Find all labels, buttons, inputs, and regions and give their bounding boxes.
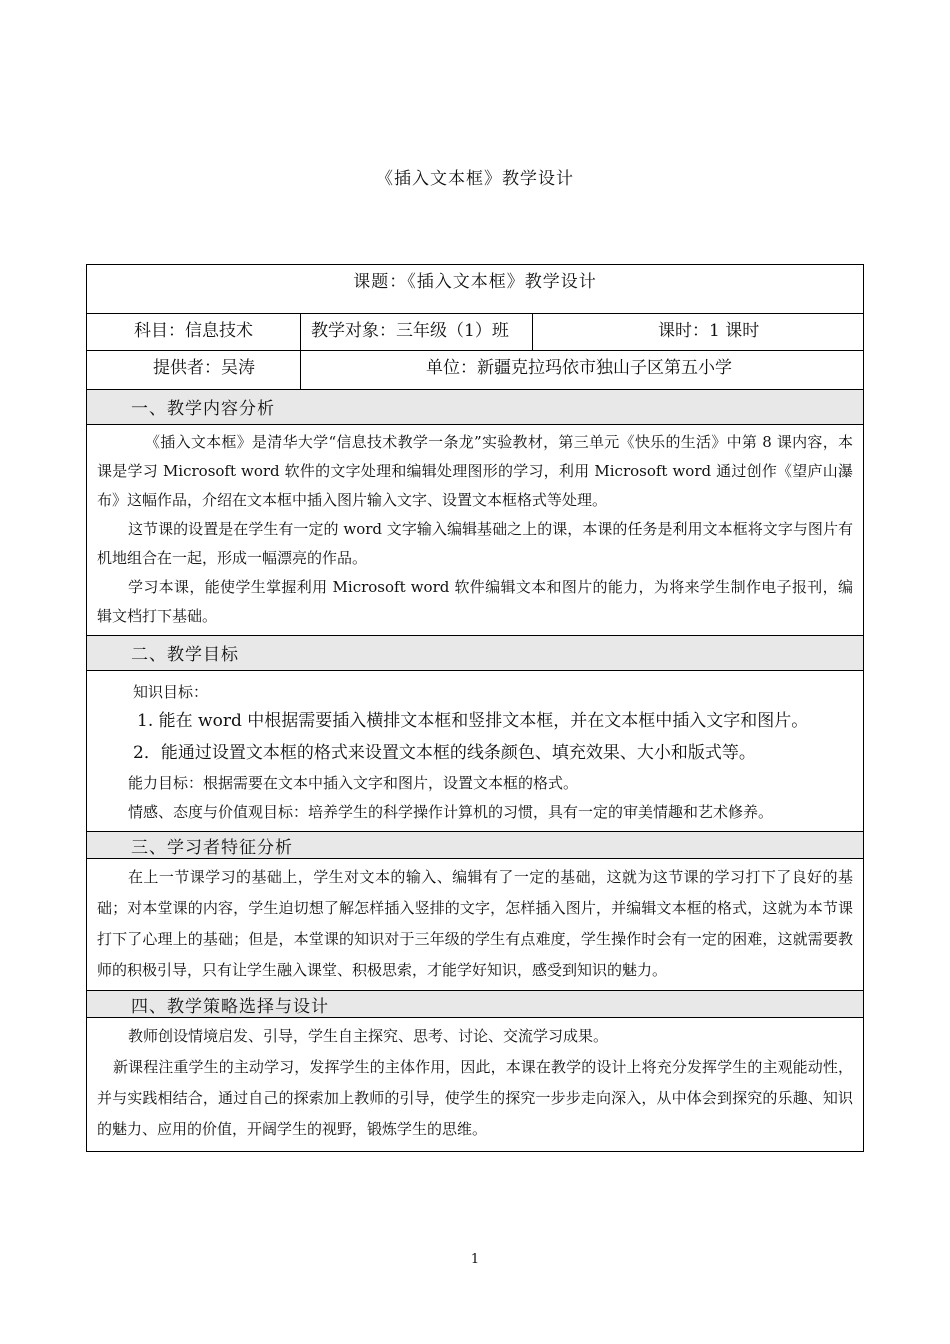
hours-text: 课时：1 课时 xyxy=(658,321,760,341)
section-heading-row xyxy=(87,832,864,859)
audience-text: 教学对象：三年级（1）班 xyxy=(311,321,509,341)
content-paragraph: 《插入文本框》是清华大学“信息技术教学一条龙”实验教材，第三单元《快乐的生活》中第 8 课内容，本课是学习 Microsoft word 软件的文字处理和编辑处理图形的学习，利用 Microsoft word 通过创作《望庐山瀑布》这幅作品，介绍在文本框中插入图片输入文字、设置文本框格式等处理。 xyxy=(97,433,853,509)
page-number: 1 xyxy=(470,1252,480,1267)
section-heading-learners: 三、学习者特征分析 xyxy=(131,838,293,858)
objectives-body xyxy=(87,671,864,832)
subject-cell xyxy=(87,314,301,351)
content-paragraph: 这节课的设置是在学生有一定的 word 文字输入编辑基础之上的课，本课的任务是利用文本框将文字与图片有机地组合在一起，形成一幅漂亮的作品。 xyxy=(97,520,853,567)
provider-cell xyxy=(87,351,301,390)
knowledge-objective-1: 1. 能在 word 中根据需要插入横排文本框和竖排文本框，并在文本框中插入文字和图片。 xyxy=(137,711,809,731)
emotion-objective: 情感、态度与价值观目标：培养学生的科学操作计算机的习惯，具有一定的审美情趣和艺术修养。 xyxy=(128,803,774,821)
unit-cell xyxy=(301,351,864,390)
topic-text: 课题：《插入文本框》教学设计 xyxy=(353,272,597,292)
learner-paragraph: 在上一节课学习的基础上，学生对文本的输入、编辑有了一定的基础，这就为这节课的学习打下了良好的基础；对本堂课的内容，学生迫切想了解怎样插入竖排的文字，怎样插入图片，并编辑文本框的格式，这就为本节课打下了心理上的基础；但是，本堂课的知识对于三年级的学生有点难度，学生操作时会有一定的困难，这就需要教师的积极引导，只有让学生融入课堂、积极思索，才能学好知识，感受到知识的魅力。 xyxy=(97,868,853,979)
subject-text: 科目：信息技术 xyxy=(134,321,253,341)
lesson-plan-table xyxy=(86,264,864,1152)
strategy-body xyxy=(87,1018,864,1152)
audience-cell xyxy=(301,314,533,351)
learner-analysis-body xyxy=(87,859,864,991)
section-heading-objectives: 二、教学目标 xyxy=(131,645,239,665)
strategy-paragraph: 新课程注重学生的主动学习，发挥学生的主体作用，因此，本课在教学的设计上将充分发挥学生的主观能动性，并与实践相结合，通过自己的探索加上教师的引导，使学生的探究一步步走向深入，从中体会到探究的乐趣、知识的魅力、应用的价值，开阔学生的视野，锻炼学生的思维。 xyxy=(97,1058,853,1138)
provider-text: 提供者：吴涛 xyxy=(153,358,255,378)
knowledge-objective-2: 2．能通过设置文本框的格式来设置文本框的线条颜色、填充效果、大小和版式等。 xyxy=(133,743,756,763)
section-heading-row xyxy=(87,636,864,671)
section-heading-row xyxy=(87,991,864,1018)
section-heading-content-analysis: 一、教学内容分析 xyxy=(131,399,275,419)
document-title: 《插入文本框》教学设计 xyxy=(376,169,574,189)
unit-text: 单位：新疆克拉玛依市独山子区第五小学 xyxy=(426,358,732,378)
knowledge-label: 知识目标： xyxy=(133,683,209,701)
strategy-paragraph: 教师创设情境启发、引导，学生自主探究、思考、讨论、交流学习成果。 xyxy=(128,1027,609,1045)
section-heading-strategy: 四、教学策略选择与设计 xyxy=(131,997,329,1017)
content-paragraph: 学习本课，能使学生掌握利用 Microsoft word 软件编辑文本和图片的能力，为将来学生制作电子报刊，编辑文档打下基础。 xyxy=(97,578,853,625)
content-analysis-body xyxy=(87,425,864,636)
hours-cell xyxy=(533,314,864,351)
section-heading-row xyxy=(87,390,864,425)
topic-cell xyxy=(87,265,864,314)
ability-objective: 能力目标：根据需要在文本中插入文字和图片，设置文本框的格式。 xyxy=(128,774,579,792)
